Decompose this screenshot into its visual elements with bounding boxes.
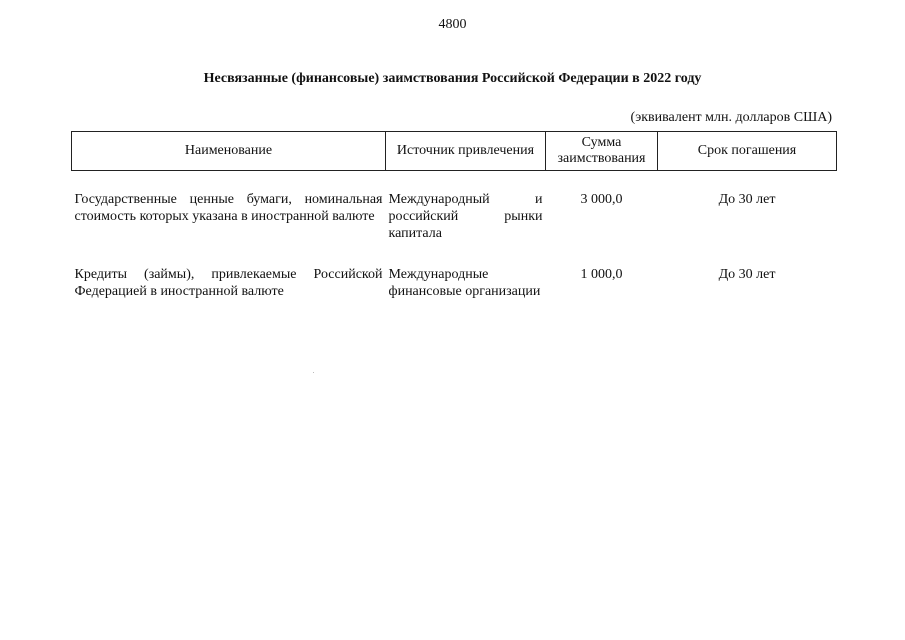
cell-name: Кредиты (займы), привлекаемые Российской Федерацией в иностранной валюте [74,267,383,299]
cell-amount: 1 000,0 [580,267,623,282]
page-number: 4800 [438,17,467,32]
scan-speck [313,372,314,373]
borrowings-table [71,131,837,300]
table-header-row [72,132,837,171]
cell-source: Международный и российский рынки капитала [388,192,543,241]
cell-source: Международные финансовые организации [388,267,541,299]
header-term: Срок погашения [658,132,837,171]
cell-term: До 30 лет [718,267,776,282]
header-source: Источник привлечения [386,132,546,171]
table-row [72,171,837,243]
cell-amount: 3 000,0 [580,192,623,207]
document-title: Несвязанные (финансовые) заимствования Российской Федерации в 2022 году [203,71,702,86]
cell-term: До 30 лет [718,192,776,207]
cell-name: Государственные ценные бумаги, номинальная стоимость которых указана в иностранной валюте [74,192,383,224]
unit-note: (эквивалент млн. долларов США) [630,110,832,125]
header-name: Наименование [72,132,386,171]
table-row [72,242,837,300]
header-amount: Сумма заимствования [546,132,658,171]
